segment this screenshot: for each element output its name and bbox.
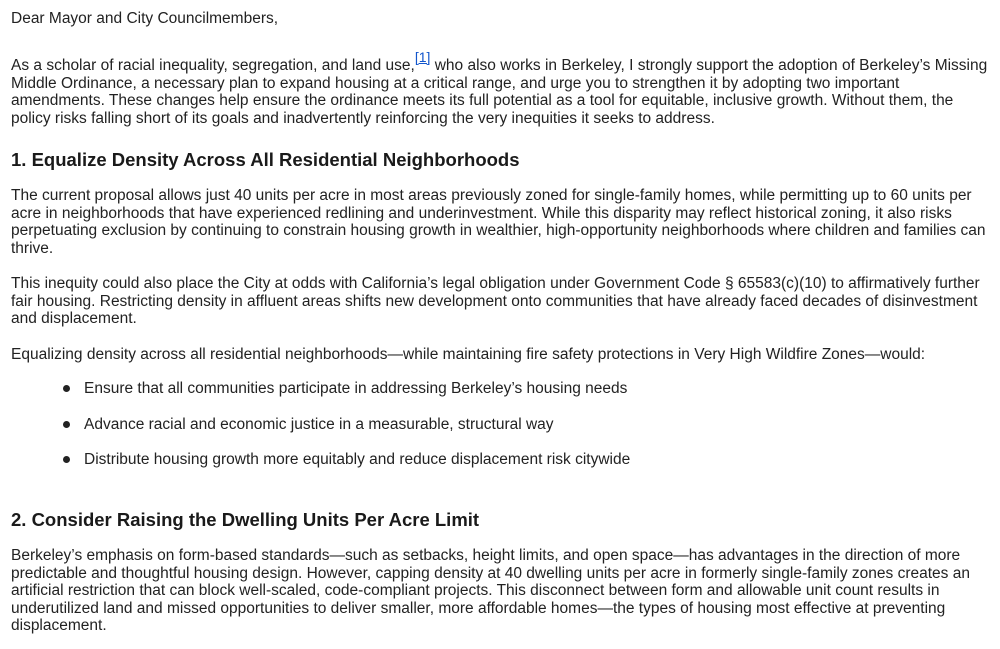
section-1-paragraph-1: The current proposal allows just 40 units per acre in most areas previously zoned for single-family homes, while permitting up to 60 units per acre in neighborhoods that have experienced redlining and underinvestment. While this disparity may reflect historical zoning, it also risks perpetuating exclusion by continuing to constrain housing growth in wealthier, high-opportunity neighborhoods where children and families can thrive. (11, 187, 986, 257)
list-item (62, 451, 630, 487)
salutation: Dear Mayor and City Councilmembers, (11, 10, 279, 27)
section-1-paragraph-3: Equalizing density across all residential neighborhoods—while maintaining fire safety protections in Very High Wildfire Zones—would: (11, 346, 926, 363)
list-item-text: Advance racial and economic justice in a measurable, structural way (84, 415, 554, 433)
list-item-text: Ensure that all communities participate in addressing Berkeley’s housing needs (84, 380, 628, 397)
section-2-paragraph-1: Berkeley’s emphasis on form-based standards—such as setbacks, height limits, and open space—has advantages in the direction of more predictable and thoughtful housing design. However, capping density at 40 dwelling units per acre in formerly single-family zones creates an artificial restriction that can block well-scaled, code-compliant projects. This disconnect between form and allowable unit count results in underutilized land and missed opportunities to deliver smaller, more affordable homes—the types of housing most effective at preventing displacement. (11, 547, 970, 635)
section-1-heading: 1. Equalize Density Across All Residential Neighborhoods (11, 149, 520, 170)
intro-text-after-footnote: who also works in Berkeley, I strongly support the adoption of Berkeley’s Missing Middle Ordinance, a necessary plan to expand housing at a critical range, and urge you to strengthen it by adopting two important amendments. These changes help ensure the ordinance meets its full potential as a tool for equitable, inclusive growth. Without them, the policy risks falling short of its goals and inadvertently reinforcing the very inequities it seeks to address. (11, 57, 988, 127)
section-1-paragraph-2: This inequity could also place the City at odds with California’s legal obligation under Government Code § 65583(c)(10) to affirmatively further fair housing. Restricting density in affluent areas shifts new development onto communities that have already faced decades of disinvestment and displacement. (11, 275, 980, 328)
list-item (62, 416, 630, 452)
section-2-heading: 2. Consider Raising the Dwelling Units Per Acre Limit (11, 509, 480, 530)
list-item-text: Distribute housing growth more equitably and reduce displacement risk citywide (84, 451, 631, 469)
intro-paragraph (11, 49, 991, 127)
intro-text-before-footnote: As a scholar of racial inequality, segregation, and land use, (11, 57, 415, 74)
footnote-link[interactable]: [1] (414, 49, 431, 65)
bullet-dot-icon (63, 456, 70, 463)
bullet-dot-icon (63, 421, 70, 428)
bullet-dot-icon (63, 385, 70, 392)
list-item (62, 380, 630, 416)
footnote-marker (415, 49, 431, 65)
benefits-list (62, 380, 630, 487)
